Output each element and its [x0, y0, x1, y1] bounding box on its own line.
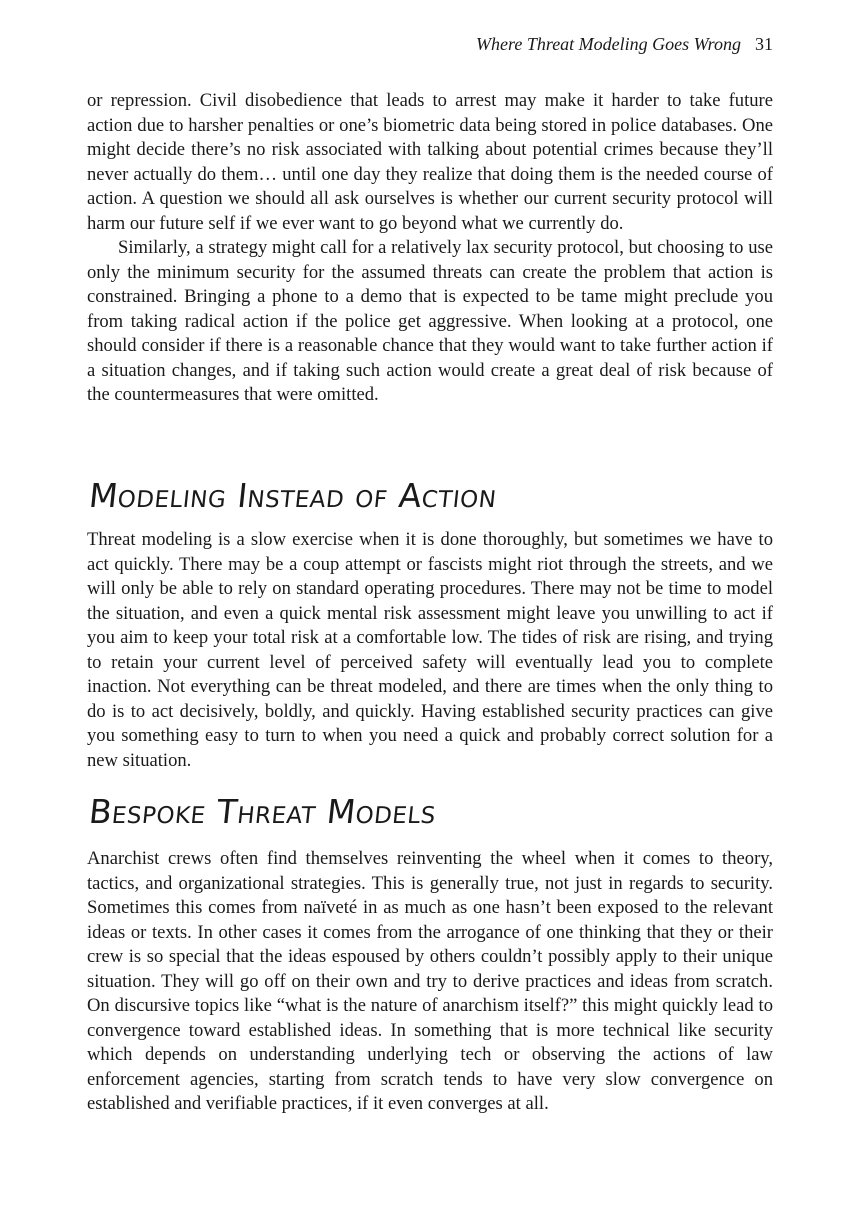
body-text-block: [87, 89, 773, 408]
paragraph: or repression. Civil disobedience that leads to arrest may make it harder to take future action due to harsher penalties or one’s biometric data being stored in police databases. One might decide there’s no risk associated with talking about potential crimes because they’ll never actually do them… until one day they realize that doing them is the needed course of action. A question we should all ask ourselves is whether our current security protocol will harm our future self if we ever want to go beyond what we currently do.: [87, 90, 773, 234]
paragraph: Threat modeling is a slow exercise when it is done thoroughly, but sometimes we have to act quickly. There may be a coup attempt or fascists might riot through the streets, and we will only be able to rely on standard operating procedures. There may not be time to model the situation, and even a quick mental risk assessment might leave you unwilling to act if you aim to keep your total risk at a comfortable low. The tides of risk are rising, and trying to retain your current level of perceived safety will eventually lead you to complete inaction. Not everything can be threat modeled, and there are times when the only thing to do is to act decisively, boldly, and quickly. Having established security practices can give you something easy to turn to when you need a quick and probably correct solution for a new situation.: [87, 529, 773, 771]
running-title: Where Threat Modeling Goes Wrong: [476, 34, 741, 54]
running-header: [87, 33, 773, 55]
section-heading: Bespoke Threat Models: [87, 792, 439, 831]
paragraph: Anarchist crews often find themselves reinventing the wheel when it comes to theory, tactics, and organizational strategies. This is generally true, not just in regards to security. Sometimes this comes from naïveté in as much as one hasn’t been exposed to the relevant ideas or texts. In other cases it comes from the arrogance of one thinking that they or their crew is so special that the ideas espoused by others couldn’t possibly apply to their unique situation. They will go off on their own and try to derive practices and ideas from scratch. On discursive topics like “what is the nature of anarchism itself?” this might quickly lead to convergence toward established ideas. In something that is more technical like security which depends on understanding underlying tech or observing the actions of law enforcement agencies, starting from scratch tends to have very slow convergence on established and verifiable practices, if it even converges at all.: [87, 848, 773, 1114]
section-heading: Modeling Instead of Action: [87, 476, 499, 515]
paragraph: Similarly, a strategy might call for a relatively lax security protocol, but choosing to use only the minimum security for the assumed threats can create the problem that action is constrained. Bringing a phone to a demo that is expected to be tame might preclude you from taking radical action if the police get aggressive. When looking at a protocol, one should consider if there is a reasonable chance that they would want to take further action if a situation changes, and if taking such action would create a great deal of risk because of the countermeasures that were omitted.: [87, 237, 773, 405]
body-text-block: [87, 528, 773, 773]
page-number: 31: [755, 34, 773, 54]
body-text-block: [87, 847, 773, 1117]
